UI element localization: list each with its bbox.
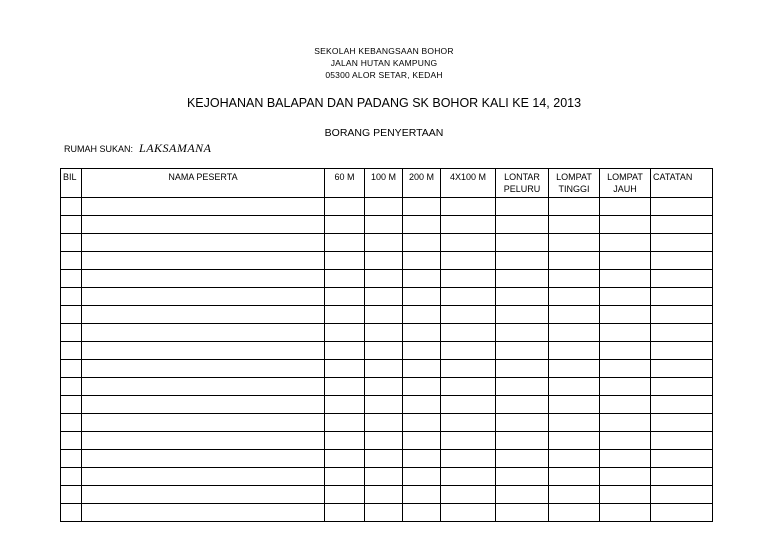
table-cell[interactable]: [61, 414, 82, 432]
table-cell[interactable]: [403, 252, 441, 270]
table-cell[interactable]: [403, 234, 441, 252]
table-cell[interactable]: [496, 378, 549, 396]
table-body: [61, 198, 713, 522]
table-cell[interactable]: [61, 216, 82, 234]
table-cell[interactable]: [496, 270, 549, 288]
col-header-60m: 60 M: [325, 169, 365, 198]
table-cell[interactable]: [600, 360, 651, 378]
table-cell[interactable]: [325, 216, 365, 234]
table-cell[interactable]: [61, 306, 82, 324]
table-cell[interactable]: [549, 396, 600, 414]
col-header-catatan: CATATAN: [651, 169, 713, 198]
col-header-100m: 100 M: [365, 169, 403, 198]
table-cell[interactable]: [496, 360, 549, 378]
table-cell[interactable]: [600, 342, 651, 360]
table-cell[interactable]: [325, 306, 365, 324]
table-cell[interactable]: [403, 486, 441, 504]
table-cell[interactable]: [441, 234, 496, 252]
table-cell[interactable]: [325, 252, 365, 270]
table-cell[interactable]: [441, 288, 496, 306]
table-cell[interactable]: [82, 252, 325, 270]
table-cell[interactable]: [600, 234, 651, 252]
col-header-lompat-tinggi: LOMPAT TINGGI: [549, 169, 600, 198]
rumah-sukan-field: [64, 141, 212, 156]
table-cell[interactable]: [61, 198, 82, 216]
table-cell[interactable]: [325, 342, 365, 360]
table-cell[interactable]: [549, 414, 600, 432]
table-cell[interactable]: [600, 306, 651, 324]
table-cell[interactable]: [82, 468, 325, 486]
table-cell[interactable]: [82, 378, 325, 396]
table-cell[interactable]: [61, 468, 82, 486]
table-cell[interactable]: [651, 306, 713, 324]
table-row: [61, 288, 713, 306]
school-name: SEKOLAH KEBANGSAAN BOHOR: [314, 46, 454, 56]
table-cell[interactable]: [325, 378, 365, 396]
table-cell[interactable]: [82, 324, 325, 342]
table-cell[interactable]: [365, 342, 403, 360]
table-cell[interactable]: [61, 450, 82, 468]
table-row: [61, 360, 713, 378]
table-cell[interactable]: [82, 504, 325, 522]
table-cell[interactable]: [61, 504, 82, 522]
table-row: [61, 216, 713, 234]
table-cell[interactable]: [82, 396, 325, 414]
table-row: [61, 378, 713, 396]
table-cell[interactable]: [403, 306, 441, 324]
table-cell[interactable]: [61, 360, 82, 378]
table-cell[interactable]: [549, 288, 600, 306]
table-cell[interactable]: [61, 252, 82, 270]
table-cell[interactable]: [365, 378, 403, 396]
table-cell[interactable]: [365, 468, 403, 486]
table-cell[interactable]: [441, 360, 496, 378]
table-row: [61, 486, 713, 504]
table-cell[interactable]: [82, 432, 325, 450]
table-cell[interactable]: [441, 342, 496, 360]
table-cell[interactable]: [403, 414, 441, 432]
table-cell[interactable]: [61, 396, 82, 414]
table-cell[interactable]: [496, 342, 549, 360]
table-cell[interactable]: [549, 486, 600, 504]
table-cell[interactable]: [549, 234, 600, 252]
table-cell[interactable]: [61, 486, 82, 504]
table-cell[interactable]: [82, 288, 325, 306]
table-cell[interactable]: [441, 198, 496, 216]
table-cell[interactable]: [325, 486, 365, 504]
table-cell[interactable]: [600, 414, 651, 432]
table-cell[interactable]: [651, 432, 713, 450]
table-cell[interactable]: [441, 216, 496, 234]
table-row: [61, 468, 713, 486]
table-cell[interactable]: [600, 486, 651, 504]
table-cell[interactable]: [325, 270, 365, 288]
table-cell[interactable]: [496, 450, 549, 468]
table-cell[interactable]: [600, 450, 651, 468]
table-cell[interactable]: [651, 504, 713, 522]
table-cell[interactable]: [600, 288, 651, 306]
table-cell[interactable]: [441, 324, 496, 342]
table-cell[interactable]: [403, 288, 441, 306]
table-cell[interactable]: [325, 360, 365, 378]
table-cell[interactable]: [651, 468, 713, 486]
table-cell[interactable]: [325, 288, 365, 306]
table-cell[interactable]: [61, 432, 82, 450]
table-cell[interactable]: [496, 306, 549, 324]
table-cell[interactable]: [600, 378, 651, 396]
table-row: [61, 306, 713, 324]
table-cell[interactable]: [651, 252, 713, 270]
table-cell[interactable]: [549, 216, 600, 234]
col-header-4x100m: 4X100 M: [441, 169, 496, 198]
table-row: [61, 342, 713, 360]
table-cell[interactable]: [403, 450, 441, 468]
table-cell[interactable]: [365, 270, 403, 288]
table-cell[interactable]: [365, 432, 403, 450]
school-address-line2: 05300 ALOR SETAR, KEDAH: [325, 70, 443, 80]
table-cell[interactable]: [82, 486, 325, 504]
col-header-lontar-peluru: LONTAR PELURU: [496, 169, 549, 198]
table-cell[interactable]: [325, 324, 365, 342]
table-cell[interactable]: [61, 288, 82, 306]
table-cell[interactable]: [403, 216, 441, 234]
table-cell[interactable]: [651, 198, 713, 216]
table-cell[interactable]: [441, 396, 496, 414]
table-cell[interactable]: [365, 198, 403, 216]
table-cell[interactable]: [600, 270, 651, 288]
table-cell[interactable]: [549, 468, 600, 486]
table-cell[interactable]: [496, 216, 549, 234]
table-header-row: [61, 169, 713, 198]
table-cell[interactable]: [403, 504, 441, 522]
rumah-sukan-value[interactable]: LAKSAMANA: [139, 141, 212, 155]
table-cell[interactable]: [82, 450, 325, 468]
table-cell[interactable]: [325, 432, 365, 450]
table-cell[interactable]: [549, 270, 600, 288]
table-cell[interactable]: [496, 324, 549, 342]
table-cell[interactable]: [549, 360, 600, 378]
table-cell[interactable]: [82, 216, 325, 234]
table-cell[interactable]: [403, 270, 441, 288]
table-cell[interactable]: [651, 360, 713, 378]
table-cell[interactable]: [365, 414, 403, 432]
table-cell[interactable]: [82, 414, 325, 432]
table-cell[interactable]: [549, 504, 600, 522]
table-cell[interactable]: [82, 306, 325, 324]
table-cell[interactable]: [441, 504, 496, 522]
table-cell[interactable]: [365, 360, 403, 378]
table-cell[interactable]: [549, 450, 600, 468]
table-cell[interactable]: [82, 234, 325, 252]
table-cell[interactable]: [496, 432, 549, 450]
table-cell[interactable]: [549, 252, 600, 270]
table-cell[interactable]: [651, 234, 713, 252]
table-cell[interactable]: [651, 414, 713, 432]
table-cell[interactable]: [365, 252, 403, 270]
table-cell[interactable]: [600, 432, 651, 450]
table-cell[interactable]: [651, 450, 713, 468]
table-cell[interactable]: [325, 198, 365, 216]
table-cell[interactable]: [403, 396, 441, 414]
table-cell[interactable]: [600, 504, 651, 522]
table-cell[interactable]: [651, 342, 713, 360]
table-cell[interactable]: [651, 324, 713, 342]
registration-table: [60, 168, 713, 522]
table-row: [61, 252, 713, 270]
table-cell[interactable]: [403, 468, 441, 486]
table-cell[interactable]: [325, 468, 365, 486]
table-cell[interactable]: [82, 198, 325, 216]
table-cell[interactable]: [325, 234, 365, 252]
table-row: [61, 504, 713, 522]
table-cell[interactable]: [403, 360, 441, 378]
table-cell[interactable]: [61, 324, 82, 342]
table-cell[interactable]: [441, 486, 496, 504]
table-cell[interactable]: [325, 396, 365, 414]
table-cell[interactable]: [651, 378, 713, 396]
rumah-sukan-label: RUMAH SUKAN:: [64, 144, 134, 154]
table-cell[interactable]: [325, 414, 365, 432]
table-cell[interactable]: [496, 288, 549, 306]
table-cell[interactable]: [441, 414, 496, 432]
table-cell[interactable]: [82, 360, 325, 378]
table-cell[interactable]: [82, 342, 325, 360]
table-cell[interactable]: [549, 342, 600, 360]
table-cell[interactable]: [600, 396, 651, 414]
table-cell[interactable]: [549, 198, 600, 216]
table-cell[interactable]: [365, 288, 403, 306]
table-cell[interactable]: [496, 504, 549, 522]
table-cell[interactable]: [365, 486, 403, 504]
table-cell[interactable]: [549, 306, 600, 324]
table-cell[interactable]: [600, 324, 651, 342]
col-header-200m: 200 M: [403, 169, 441, 198]
table-cell[interactable]: [365, 396, 403, 414]
table-cell[interactable]: [403, 342, 441, 360]
table-row: [61, 324, 713, 342]
table-cell[interactable]: [441, 270, 496, 288]
table-cell[interactable]: [365, 324, 403, 342]
table-cell[interactable]: [365, 216, 403, 234]
form-title: BORANG PENYERTAAN: [324, 127, 444, 139]
table-cell[interactable]: [403, 378, 441, 396]
table-row: [61, 270, 713, 288]
table-cell[interactable]: [403, 432, 441, 450]
table-cell[interactable]: [549, 324, 600, 342]
table-cell[interactable]: [82, 270, 325, 288]
table-cell[interactable]: [365, 450, 403, 468]
table-row: [61, 234, 713, 252]
table-cell[interactable]: [441, 378, 496, 396]
table-cell[interactable]: [61, 270, 82, 288]
table-cell[interactable]: [61, 342, 82, 360]
table-cell[interactable]: [549, 378, 600, 396]
table-cell[interactable]: [61, 234, 82, 252]
table-cell[interactable]: [403, 198, 441, 216]
table-cell[interactable]: [441, 432, 496, 450]
table-cell[interactable]: [441, 306, 496, 324]
table-cell[interactable]: [365, 234, 403, 252]
table-row: [61, 396, 713, 414]
table-cell[interactable]: [600, 252, 651, 270]
table-cell[interactable]: [600, 216, 651, 234]
table-cell[interactable]: [651, 216, 713, 234]
table-cell[interactable]: [441, 450, 496, 468]
table-cell[interactable]: [600, 198, 651, 216]
table-cell[interactable]: [549, 432, 600, 450]
table-row: [61, 198, 713, 216]
table-cell[interactable]: [325, 450, 365, 468]
table-cell[interactable]: [365, 306, 403, 324]
table-cell[interactable]: [496, 252, 549, 270]
table-cell[interactable]: [365, 504, 403, 522]
table-cell[interactable]: [496, 198, 549, 216]
table-cell[interactable]: [496, 234, 549, 252]
table-cell[interactable]: [651, 288, 713, 306]
table-cell[interactable]: [441, 252, 496, 270]
table-cell[interactable]: [61, 378, 82, 396]
table-row: [61, 450, 713, 468]
table-cell[interactable]: [496, 414, 549, 432]
table-row: [61, 414, 713, 432]
table-cell[interactable]: [496, 396, 549, 414]
table-cell[interactable]: [403, 324, 441, 342]
table-cell[interactable]: [651, 270, 713, 288]
table-cell[interactable]: [325, 504, 365, 522]
table-cell[interactable]: [496, 486, 549, 504]
col-header-nama-peserta: NAMA PESERTA: [82, 169, 325, 198]
table-cell[interactable]: [651, 486, 713, 504]
col-header-lompat-jauh: LOMPAT JAUH: [600, 169, 651, 198]
table-cell[interactable]: [651, 396, 713, 414]
table-row: [61, 432, 713, 450]
table-cell[interactable]: [441, 468, 496, 486]
school-address-line1: JALAN HUTAN KAMPUNG: [330, 58, 438, 68]
event-title: KEJOHANAN BALAPAN DAN PADANG SK BOHOR KALI KE 14, 2013: [186, 96, 582, 110]
table-cell[interactable]: [496, 468, 549, 486]
table-cell[interactable]: [600, 468, 651, 486]
col-header-bil: BIL: [61, 169, 82, 198]
